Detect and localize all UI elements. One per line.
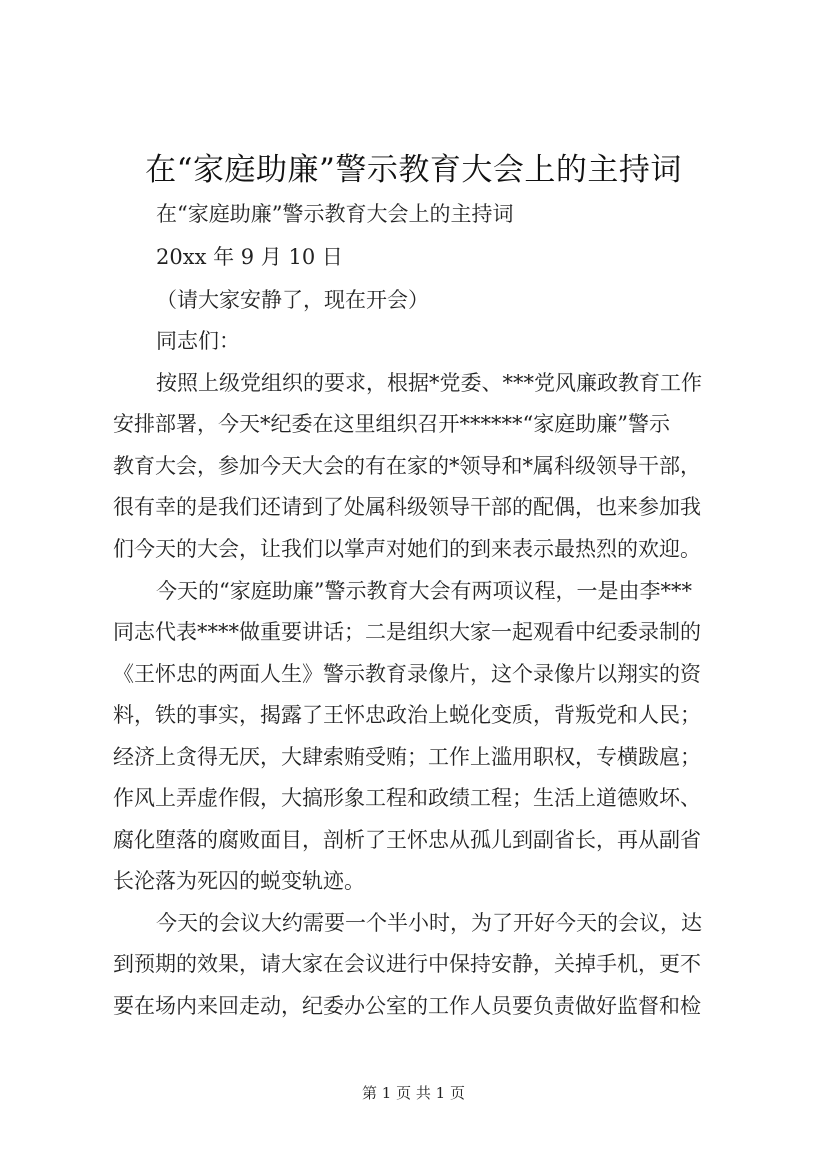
paragraph-line: 料，铁的事实，揭露了王怀忠政治上蜕化变质，背叛党和人民；: [113, 703, 701, 727]
paragraph-line: 很有幸的是我们还请到了处属科级领导干部的配偶，也来参加我: [113, 495, 701, 519]
paragraph-line: 到预期的效果，请大家在会议进行中保持安静，关掉手机，更不: [113, 952, 701, 976]
paragraph-line: 按照上级党组织的要求，根据*党委、***党风廉政教育工作: [156, 371, 702, 395]
paragraph-line: 《王怀忠的两面人生》警示教育录像片，这个录像片以翔实的资: [113, 662, 701, 686]
salutation-line: 同志们：: [156, 329, 240, 353]
paragraph-line: 同志代表****做重要讲话；二是组织大家一起观看中纪委录制的: [113, 620, 701, 644]
date-line: 20xx 年 9 月 10 日: [156, 245, 343, 269]
page-number-footer: 第 1 页 共 1 页: [362, 1084, 465, 1102]
paragraph-line: 作风上弄虚作假，大搞形象工程和政绩工程；生活上道德败坏、: [113, 786, 701, 810]
paragraph-line: 要在场内来回走动，纪委办公室的工作人员要负责做好监督和检: [113, 994, 701, 1018]
paragraph-line: 长沦落为死囚的蜕变轨迹。: [113, 869, 365, 893]
paragraph-line: 今天的“家庭助廉”警示教育大会有两项议程，一是由李***: [156, 579, 692, 603]
paragraph-line: 今天的会议大约需要一个半小时，为了开好今天的会议，达: [156, 911, 702, 935]
opening-remark-line: （请大家安静了，现在开会）: [156, 288, 429, 312]
paragraph-line: 教育大会，参加今天大会的有在家的*领导和*属科级领导干部，: [113, 454, 701, 478]
document-title: 在“家庭助廉”警示教育大会上的主持词: [145, 152, 682, 188]
paragraph-line: 们今天的大会，让我们以掌声对她们的到来表示最热烈的欢迎。: [113, 537, 701, 561]
paragraph-line: 腐化堕落的腐败面目，剖析了王怀忠从孤儿到副省长，再从副省: [113, 828, 701, 852]
paragraph-line: 经济上贪得无厌，大肆索贿受贿；工作上滥用职权，专横跋扈；: [113, 745, 701, 769]
subtitle-line: 在“家庭助廉”警示教育大会上的主持词: [156, 202, 514, 226]
paragraph-line: 安排部署，今天*纪委在这里组织召开******“家庭助廉”警示: [113, 412, 670, 436]
